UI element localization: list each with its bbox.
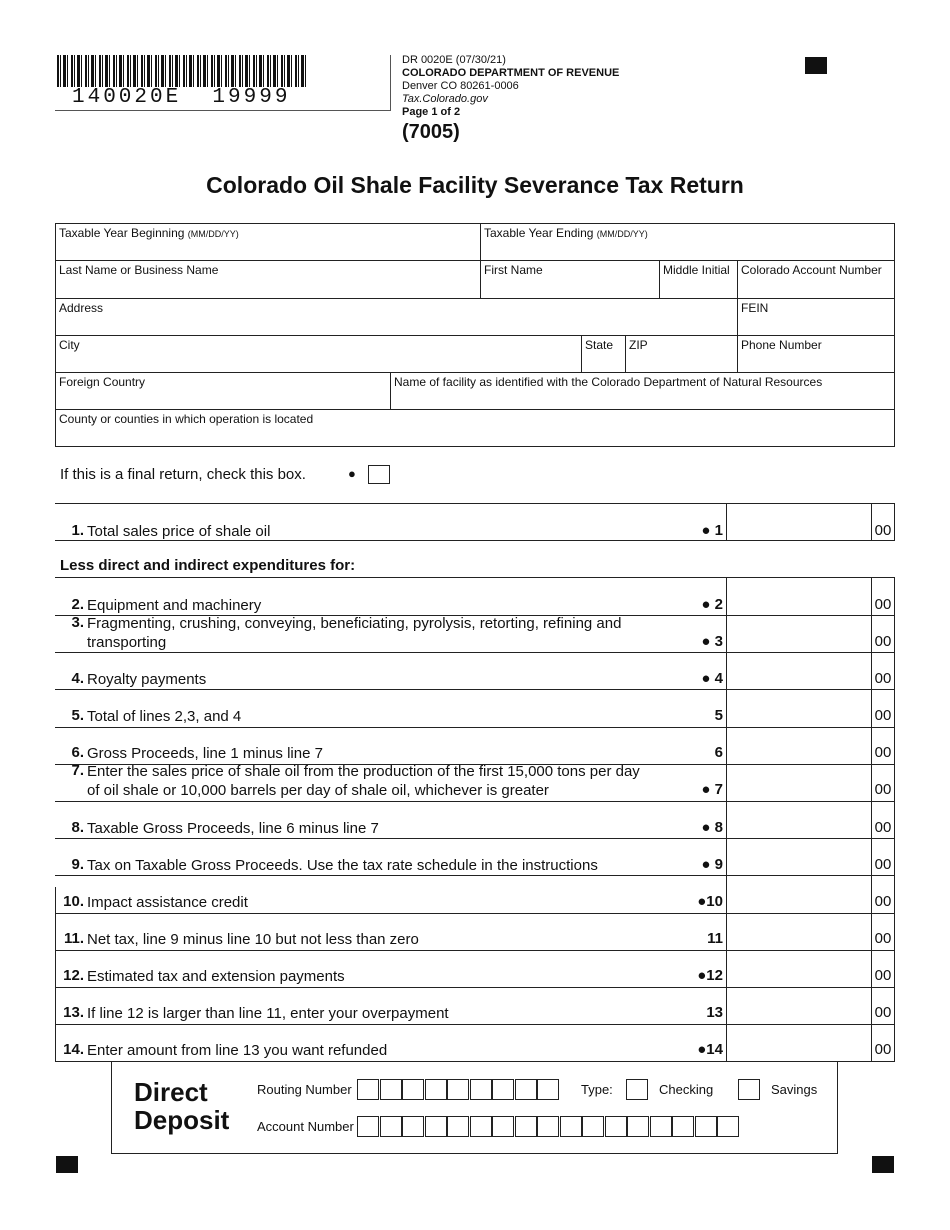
digit-box[interactable]: [582, 1116, 604, 1137]
routing-number-label: Routing Number: [257, 1082, 352, 1097]
line-text: Total sales price of shale oil: [87, 523, 271, 540]
field-label: FEIN: [741, 301, 769, 315]
line-text: Taxable Gross Proceeds, line 6 minus line 7: [87, 820, 379, 837]
line-cents: 00: [874, 1004, 892, 1021]
field-label: Phone Number: [741, 338, 822, 352]
digit-box[interactable]: [717, 1116, 739, 1137]
direct-deposit-title-line: Direct: [134, 1077, 208, 1107]
line-reference: ● 8: [701, 819, 723, 836]
barcode: [57, 55, 309, 87]
line-description: [87, 893, 248, 912]
address-field[interactable]: [56, 299, 737, 335]
field-label: Taxable Year Beginning: [59, 226, 185, 240]
amount-column-border: [894, 503, 895, 540]
amount-input[interactable]: [727, 876, 871, 913]
direct-deposit-title: [134, 1078, 229, 1134]
amount-column-border: [871, 503, 872, 540]
digit-box[interactable]: [447, 1116, 469, 1137]
digit-box[interactable]: [672, 1116, 694, 1137]
checking-label: Checking: [659, 1082, 714, 1097]
line-reference: 6: [714, 744, 723, 761]
digit-box[interactable]: [492, 1079, 514, 1100]
county-field[interactable]: [56, 410, 894, 446]
line-cents: 00: [874, 781, 892, 798]
line-cents: 00: [874, 856, 892, 873]
digit-box[interactable]: [515, 1116, 537, 1137]
line-cents: 00: [874, 670, 892, 687]
account-number-label: Account Number: [257, 1119, 354, 1134]
line-description: [87, 930, 419, 949]
line-description: [87, 596, 261, 615]
line-text: Equipment and machinery: [87, 597, 262, 614]
line-cents: 00: [874, 596, 892, 613]
line-description: [87, 856, 598, 875]
line-cents: 00: [874, 744, 892, 761]
field-label: First Name: [484, 263, 543, 277]
line-cents: 00: [874, 930, 892, 947]
digit-box[interactable]: [380, 1079, 402, 1100]
line-text: Gross Proceeds, line 1 minus line 7: [87, 745, 323, 762]
line-description: [87, 1004, 449, 1023]
digit-box[interactable]: [695, 1116, 717, 1137]
line-number: 6.: [71, 744, 84, 761]
amount-input[interactable]: [727, 653, 871, 689]
line-number: 11.: [63, 930, 84, 947]
digit-box[interactable]: [425, 1116, 447, 1137]
department-website: Tax.Colorado.gov: [402, 93, 488, 105]
barcode-number: 140020E 19999: [72, 86, 291, 109]
digit-box[interactable]: [537, 1116, 559, 1137]
line-reference: ●10: [697, 893, 723, 910]
direct-deposit-title-line: Deposit: [134, 1105, 230, 1135]
checking-checkbox[interactable]: [626, 1079, 648, 1100]
taxable-year-ending-field[interactable]: [481, 224, 894, 260]
line-reference: ● 4: [701, 670, 723, 687]
digit-box[interactable]: [605, 1116, 627, 1137]
line-number: 5.: [71, 707, 84, 724]
amount-input[interactable]: [727, 914, 871, 950]
department-address: Denver CO 80261-0006: [402, 80, 519, 92]
line-text: Fragmenting, crushing, conveying, beneficiating, pyrolysis, retorting, refining and: [87, 615, 622, 632]
line-text: Royalty payments: [87, 671, 207, 688]
final-return-checkbox[interactable]: [368, 465, 390, 484]
line-reference: ● 1: [701, 522, 723, 539]
line-cents: 00: [874, 1041, 892, 1058]
account-type-label: Type:: [581, 1082, 613, 1097]
line-reference: ●14: [697, 1041, 723, 1058]
digit-box[interactable]: [560, 1116, 582, 1137]
line-cents: 00: [874, 522, 892, 539]
colorado-account-number-field[interactable]: [738, 261, 894, 298]
line-number: 12.: [63, 967, 84, 984]
header-divider: [390, 55, 391, 111]
line-rule: [55, 540, 895, 541]
digit-box[interactable]: [627, 1116, 649, 1137]
line-description: [87, 967, 345, 986]
fein-field[interactable]: [738, 299, 894, 335]
amount-input[interactable]: [727, 951, 871, 987]
savings-checkbox[interactable]: [738, 1079, 760, 1100]
amount-column-border: [871, 577, 872, 1061]
amount-input[interactable]: [727, 504, 871, 540]
first-name-field[interactable]: [481, 261, 659, 298]
amount-input[interactable]: [727, 578, 871, 615]
line-number: 1.: [71, 522, 84, 539]
line-reference: 11: [707, 930, 723, 947]
amount-input[interactable]: [727, 690, 871, 727]
field-label: ZIP: [629, 338, 648, 352]
final-return-label: If this is a final return, check this box.: [60, 466, 306, 483]
field-format: (MM/DD/YY): [187, 229, 239, 239]
line-text: Estimated tax and extension payments: [87, 968, 345, 985]
field-label: State: [585, 338, 614, 352]
field-label: Colorado Account Number: [741, 263, 882, 277]
digit-box[interactable]: [515, 1079, 537, 1100]
amount-input[interactable]: [727, 988, 871, 1024]
amount-input[interactable]: [727, 765, 871, 801]
line-reference: ● 7: [701, 781, 723, 798]
line-number: 7.: [71, 762, 84, 779]
digit-box[interactable]: [650, 1116, 672, 1137]
digit-box[interactable]: [357, 1079, 379, 1100]
line-number: 10.: [63, 893, 84, 910]
department-name: COLORADO DEPARTMENT OF REVENUE: [402, 67, 620, 79]
amount-input[interactable]: [727, 616, 871, 652]
field-label: County or counties in which operation is located: [59, 412, 314, 426]
digit-box[interactable]: [447, 1079, 469, 1100]
phone-number-field[interactable]: [738, 336, 894, 372]
digit-box[interactable]: [380, 1116, 402, 1137]
form-title: Colorado Oil Shale Facility Severance Tax Return: [206, 172, 744, 198]
line-reference: 13: [706, 1004, 723, 1021]
line-text: Net tax, line 9 minus line 10 but not less than zero: [87, 931, 419, 948]
amount-input[interactable]: [727, 728, 871, 764]
digit-box[interactable]: [492, 1116, 514, 1137]
line-cents: 00: [874, 893, 892, 910]
form-number: DR 0020E (07/30/21): [402, 54, 506, 66]
taxable-year-beginning-field[interactable]: [56, 224, 480, 260]
line-reference: ● 2: [701, 596, 723, 613]
field-label: Taxable Year Ending: [484, 226, 594, 240]
last-name-field[interactable]: [56, 261, 480, 298]
facility-name-field[interactable]: [391, 373, 894, 409]
digit-box[interactable]: [425, 1079, 447, 1100]
registration-mark: [805, 57, 827, 74]
barcode-rule: [55, 110, 391, 111]
digit-box[interactable]: [470, 1079, 492, 1100]
field-label: Last Name or Business Name: [59, 263, 219, 277]
line-text: Tax on Taxable Gross Proceeds. Use the tax rate schedule in the instructions: [87, 857, 598, 874]
amount-input[interactable]: [727, 839, 871, 875]
amount-input[interactable]: [727, 1025, 871, 1061]
line-number: 3.: [71, 614, 84, 631]
line-description: [87, 762, 640, 800]
field-label: Name of facility as identified with the Colorado Department of Natural Resources: [394, 375, 823, 389]
digit-box[interactable]: [357, 1116, 379, 1137]
field-format: (MM/DD/YY): [596, 229, 648, 239]
digit-box[interactable]: [402, 1079, 424, 1100]
line-description: [87, 744, 323, 763]
line-number: 13.: [63, 1004, 84, 1021]
line-reference: ●12: [697, 967, 723, 984]
field-label: Middle Initial: [663, 263, 730, 277]
line-text: Enter the sales price of shale oil from the production of the first 15,000 tons per day: [87, 763, 640, 780]
middle-initial-field[interactable]: [660, 261, 737, 298]
line-reference: ● 3: [701, 633, 723, 650]
amount-input[interactable]: [727, 802, 871, 838]
foreign-country-field[interactable]: [56, 373, 390, 409]
line-number: 8.: [71, 819, 84, 836]
line-description: [87, 1041, 387, 1060]
bullet-icon: ●: [348, 466, 356, 481]
form-border: [55, 887, 56, 1061]
registration-mark: [56, 1156, 78, 1173]
line-description: [87, 707, 241, 726]
city-field[interactable]: [56, 336, 581, 372]
line-description: [87, 670, 206, 689]
field-label: City: [59, 338, 80, 352]
line-text: Total of lines 2,3, and 4: [87, 708, 242, 725]
zip-field[interactable]: [626, 336, 737, 372]
digit-box[interactable]: [470, 1116, 492, 1137]
line-text: Enter amount from line 13 you want refunded: [87, 1042, 388, 1059]
line-reference: 5: [714, 707, 723, 724]
line-cents: 00: [874, 819, 892, 836]
registration-mark: [872, 1156, 894, 1173]
expenditures-heading: Less direct and indirect expenditures for:: [60, 557, 356, 574]
line-description: [87, 614, 621, 652]
field-label: Address: [59, 301, 104, 315]
line-text: transporting: [87, 634, 167, 651]
page-number: Page 1 of 2: [402, 106, 461, 118]
line-description: [87, 522, 270, 541]
savings-label: Savings: [771, 1082, 818, 1097]
digit-box[interactable]: [537, 1079, 559, 1100]
line-number: 2.: [71, 596, 84, 613]
line-text: of oil shale or 10,000 barrels per day of shale oil, whichever is greater: [87, 782, 549, 799]
field-label: Foreign Country: [59, 375, 146, 389]
line-number: 9.: [71, 856, 84, 873]
line-cents: 00: [874, 707, 892, 724]
amount-column-border: [894, 577, 895, 1061]
digit-box[interactable]: [402, 1116, 424, 1137]
form-code: (7005): [402, 121, 460, 143]
line-text: Impact assistance credit: [87, 894, 248, 911]
line-number: 4.: [71, 670, 84, 687]
line-cents: 00: [874, 633, 892, 650]
line-cents: 00: [874, 967, 892, 984]
grid-border: [55, 446, 895, 447]
line-reference: ● 9: [701, 856, 723, 873]
state-field[interactable]: [582, 336, 625, 372]
line-text: If line 12 is larger than line 11, enter your overpayment: [87, 1005, 449, 1022]
line-description: [87, 819, 379, 838]
line-number: 14.: [63, 1041, 84, 1058]
form-info: [402, 54, 619, 119]
